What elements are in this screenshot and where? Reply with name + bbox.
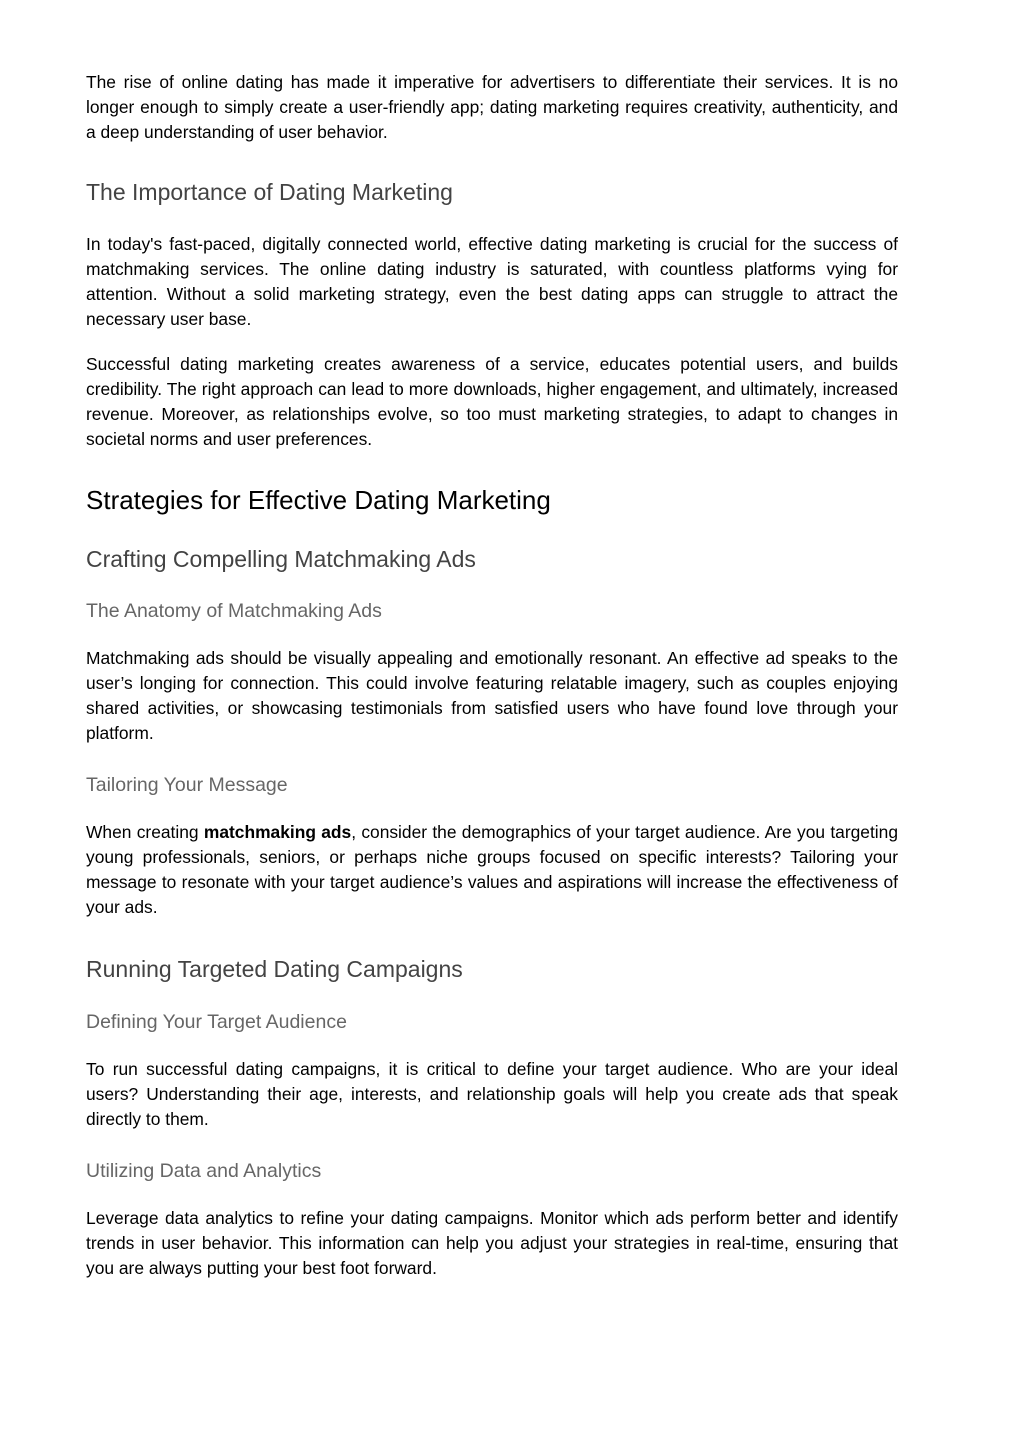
anatomy-paragraph: Matchmaking ads should be visually appealing and emotionally resonant. An effective ad speaks to the user’s longing for connection. This could involve featuring relatable imagery, such as couples enjoying shared activities, or showcasing testimonials from satisfied users who have found love through your platform.	[86, 648, 898, 743]
heading-defining-audience: Defining Your Target Audience	[86, 1011, 347, 1033]
tailoring-text-before: When creating	[86, 822, 204, 842]
intro-paragraph: The rise of online dating has made it imperative for advertisers to differentiate their services. It is no longer enough to simply create a user-friendly app; dating marketing requires creativity, authenticity, and a deep understanding of user behavior.	[86, 72, 898, 142]
heading-running-campaigns: Running Targeted Dating Campaigns	[86, 956, 463, 982]
heading-utilizing-data: Utilizing Data and Analytics	[86, 1160, 322, 1182]
heading-anatomy: The Anatomy of Matchmaking Ads	[86, 600, 382, 622]
tailoring-text-after: , consider the demographics of your target audience. Are you targeting young professionals, seniors, or perhaps niche groups focused on specific interests? Tailoring your message to resonate with your target audience’s values and aspirations will increase the effectiveness of your ads.	[86, 822, 899, 917]
heading-strategies: Strategies for Effective Dating Marketing	[86, 485, 551, 515]
importance-paragraph-2: Successful dating marketing creates awareness of a service, educates potential users, and builds credibility. The right approach can lead to more downloads, higher engagement, and ultimately, increased revenue. Moreover, as relationships evolve, so too must marketing strategies, to adapt to changes in societal norms and user preferences.	[86, 354, 898, 449]
utilizing-paragraph: Leverage data analytics to refine your dating campaigns. Monitor which ads perform better and identify trends in user behavior. This information can help you adjust your strategies in real-time, ensuring that you are always putting your best foot forward.	[86, 1208, 898, 1278]
tailoring-paragraph	[86, 820, 898, 920]
importance-paragraph-1: In today's fast-paced, digitally connected world, effective dating marketing is crucial for the success of matchmaking services. The online dating industry is saturated, with countless platforms vying for attention. Without a solid marketing strategy, even the best dating apps can struggle to attract the necessary user base.	[86, 234, 898, 329]
document-page	[86, 70, 898, 1281]
heading-importance: The Importance of Dating Marketing	[86, 179, 453, 205]
tailoring-bold-phrase: matchmaking ads	[203, 822, 352, 842]
heading-crafting-ads: Crafting Compelling Matchmaking Ads	[86, 546, 476, 572]
defining-paragraph: To run successful dating campaigns, it is critical to define your target audience. Who are your ideal users? Understanding their age, interests, and relationship goals will help you create ads that speak directly to them.	[86, 1059, 898, 1129]
heading-tailoring: Tailoring Your Message	[86, 774, 288, 796]
